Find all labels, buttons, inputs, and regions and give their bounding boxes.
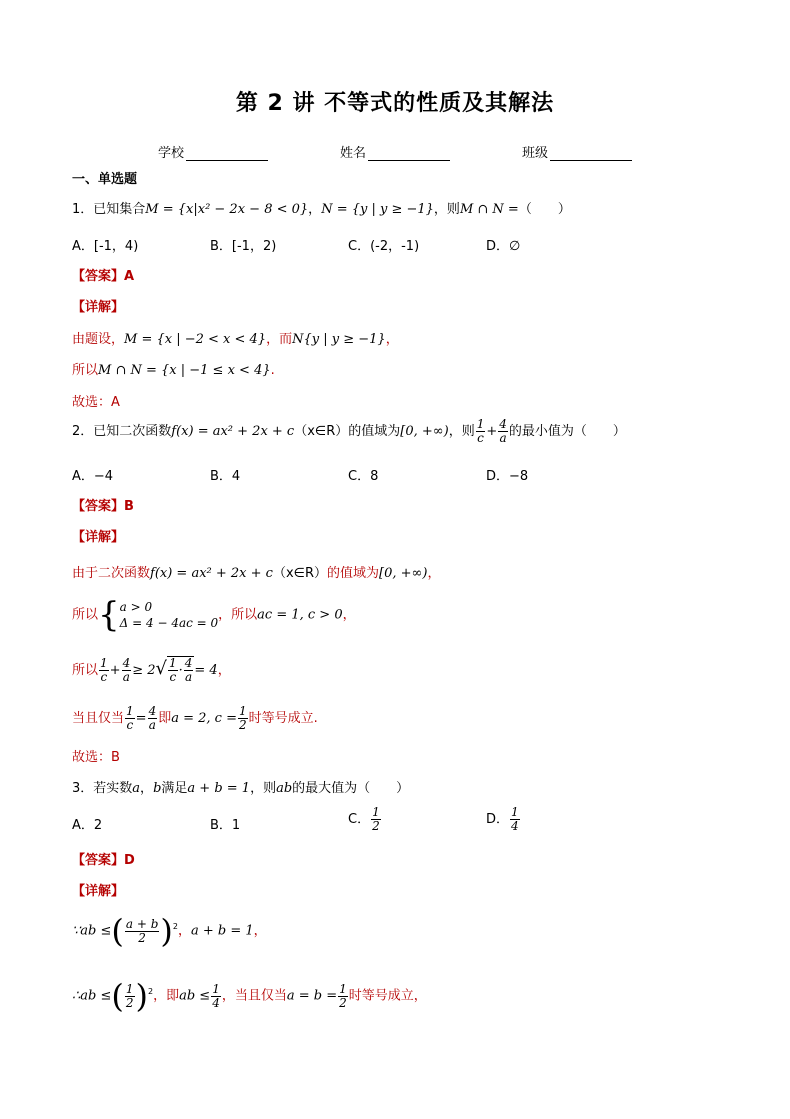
q2-stem bbox=[72, 418, 626, 445]
q1-stem-suffix: （ ） bbox=[518, 202, 571, 217]
q2-option-a[interactable]: A．−4 bbox=[72, 469, 114, 484]
q2-option-d[interactable]: D．−8 bbox=[486, 469, 529, 484]
q2-sol4-b: 即 bbox=[158, 711, 172, 726]
q3-option-d-label: D． bbox=[486, 812, 510, 827]
q3-sol1-d: ， bbox=[253, 923, 267, 939]
q2-sol4-a: 当且仅当 bbox=[72, 711, 125, 726]
q2-sol3-ge: ≥ 2 bbox=[132, 663, 156, 678]
q3-sol1-b: ， bbox=[177, 923, 191, 939]
q3-sol2-b: ，即 bbox=[153, 988, 180, 1004]
q3-stem-g: ，则 bbox=[250, 781, 277, 796]
q2-sol4-d: 时等号成立. bbox=[248, 711, 318, 726]
q2-sol2-b: ，所以 bbox=[218, 607, 258, 623]
q1-option-a[interactable]: A．[-1，4) bbox=[72, 239, 139, 254]
q1-expr: M ∩ N = bbox=[459, 202, 519, 217]
section-heading: 一、单选题 bbox=[72, 172, 138, 187]
q2-sol4-c: a = 2, c = bbox=[171, 711, 237, 726]
q3-stem-i: 的最大值为（ ） bbox=[292, 781, 410, 796]
q3-solution-line2 bbox=[72, 977, 427, 1015]
q2-sol4-frac-1: $\frac{1}{c}$ bbox=[126, 704, 134, 732]
q3-option-c-frac: $\frac{1}{2}$ bbox=[372, 805, 380, 833]
q2-sol3-radicand: $\frac{1}{c}$ · $\frac{4}{a}$ bbox=[168, 656, 193, 684]
q3-sol2-f: 时等号成立， bbox=[348, 988, 427, 1004]
q2-stem-mid: 的值域为 bbox=[348, 424, 401, 439]
q3-sol2-d: ，当且仅当 bbox=[221, 988, 287, 1004]
q3-stem-h: ab bbox=[276, 781, 293, 796]
q2-sol2-d: ， bbox=[342, 607, 356, 623]
q3-answer: 【答案】D bbox=[72, 853, 135, 868]
q1-detail-heading: 【详解】 bbox=[72, 300, 125, 315]
q2-system: a > 0 Δ = 4 − 4ac = 0 bbox=[119, 600, 219, 630]
q3-sol2-e: a = b = bbox=[286, 988, 338, 1004]
q3-sol2-frac-half2: $\frac{1}{2}$ bbox=[339, 981, 347, 1010]
q2-sol1-a: 由于二次函数 bbox=[72, 566, 151, 581]
q1-sol1-d: N{y | y ≥ −1} bbox=[292, 332, 386, 347]
q1-stem bbox=[72, 198, 571, 217]
q3-stem-e: 满足 bbox=[161, 781, 188, 796]
q2-sol3-root: √ bbox=[155, 658, 167, 679]
q1-sol1-e: ， bbox=[385, 332, 399, 347]
class-label: 班级 bbox=[522, 146, 549, 161]
q3-stem-f: a + b = 1 bbox=[187, 781, 251, 796]
name-label: 姓名 bbox=[340, 146, 367, 161]
q2-option-c[interactable]: C．8 bbox=[348, 469, 379, 484]
q3-stem-a: 3．若实数 bbox=[72, 781, 133, 796]
q2-solution-line1 bbox=[72, 562, 440, 581]
q2-solution-line4 bbox=[72, 705, 318, 732]
q3-sol2-c: ab ≤ bbox=[179, 988, 211, 1004]
q2-sol1-c: （x∈R） bbox=[272, 566, 328, 581]
q3-sol2-a: ∴ab ≤ bbox=[72, 988, 112, 1004]
q1-set-n: N = {y | y ≥ −1} bbox=[321, 202, 434, 217]
q1-answer: 【答案】A bbox=[72, 269, 135, 284]
q2-sol4-frac-2: $\frac{4}{a}$ bbox=[148, 704, 157, 732]
q2-answer: 【答案】B bbox=[72, 499, 134, 514]
q3-sol2-frac-half: $\frac{1}{2}$ bbox=[125, 981, 134, 1010]
q3-sol1-frac: $\frac{a + b}{2}$ bbox=[125, 916, 159, 945]
q1-option-d[interactable]: D．∅ bbox=[486, 239, 521, 254]
q2-choose: 故选：B bbox=[72, 750, 120, 765]
q2-sol1-b: f(x) = ax² + 2x + c bbox=[150, 566, 273, 581]
q1-sol1-b: M = {x | −2 < x < 4} bbox=[124, 332, 267, 347]
q2-option-b[interactable]: B．4 bbox=[210, 469, 241, 484]
q3-sol1-a: ∵ab ≤ bbox=[72, 923, 112, 939]
q1-sol1-a: 由题设， bbox=[72, 332, 125, 347]
q3-option-c[interactable] bbox=[348, 806, 382, 833]
q2-stem-suffix: 的最小值为（ ） bbox=[508, 424, 626, 439]
q1-choose: 故选：A bbox=[72, 395, 120, 410]
q3-option-a[interactable]: A．2 bbox=[72, 818, 103, 833]
name-field[interactable] bbox=[340, 142, 450, 161]
q2-func: f(x) = ax² + 2x + c bbox=[171, 424, 295, 439]
page-title: 第 2 讲 不等式的性质及其解法 bbox=[235, 91, 555, 116]
q2-sol3-frac-2: $\frac{4}{a}$ bbox=[122, 656, 131, 684]
q1-stem-mid: ，则 bbox=[433, 202, 460, 217]
q1-sol1-c: ，而 bbox=[266, 332, 293, 347]
q2-detail-heading: 【详解】 bbox=[72, 530, 125, 545]
q1-set-m: M = {x|x² − 2x − 8 < 0} bbox=[145, 202, 309, 217]
q3-sol2-frac-quarter: $\frac{1}{4}$ bbox=[212, 981, 220, 1010]
q1-sol2-a: 所以 bbox=[72, 363, 99, 378]
q3-paren-close: ) bbox=[160, 912, 173, 950]
q2-sol4-eq: = bbox=[135, 711, 147, 726]
class-blank[interactable] bbox=[550, 146, 632, 161]
q1-option-b[interactable]: B．[-1，2) bbox=[210, 239, 277, 254]
q2-frac-1-over-c: $\frac{1}{c}$ bbox=[476, 417, 485, 445]
q3-stem-c: ， bbox=[140, 781, 154, 796]
q3-option-c-label: C． bbox=[348, 812, 371, 827]
q2-system-brace: { bbox=[98, 595, 120, 635]
q2-sol2-c: ac = 1, c > 0 bbox=[257, 607, 343, 623]
q1-sol2-b: M ∩ N = {x | −1 ≤ x < 4} bbox=[98, 363, 271, 378]
q3-sol1-c: a + b = 1 bbox=[190, 923, 254, 939]
q3-stem-b: a bbox=[132, 781, 141, 796]
q3-solution-line1 bbox=[72, 912, 267, 950]
q2-sol3-frac-1: $\frac{1}{c}$ bbox=[100, 656, 108, 684]
q2-sol1-d: 的值域为 bbox=[327, 566, 380, 581]
q2-solution-line3 bbox=[72, 656, 231, 684]
q2-plus: + bbox=[486, 424, 498, 439]
q2-solution-line2 bbox=[72, 595, 356, 635]
q2-sol3-end: ， bbox=[217, 663, 231, 678]
q2-sol1-e: [0, +∞) bbox=[379, 566, 428, 581]
q2-sol3-plus: + bbox=[109, 663, 121, 678]
q2-stem-prefix: 2．已知二次函数 bbox=[72, 424, 172, 439]
q3-sol1-square: 2 bbox=[172, 922, 178, 932]
q3-paren2-close: ) bbox=[135, 977, 148, 1015]
q2-range: [0, +∞) bbox=[400, 424, 449, 439]
q3-paren2-open: ( bbox=[111, 977, 124, 1015]
school-label: 学校 bbox=[158, 146, 185, 161]
q2-frac-4-over-a: $\frac{4}{a}$ bbox=[499, 417, 507, 445]
school-blank[interactable] bbox=[186, 146, 268, 161]
q2-sol2-a: 所以 bbox=[72, 607, 99, 623]
q3-stem bbox=[72, 777, 409, 796]
q3-option-d-frac: $\frac{1}{4}$ bbox=[511, 805, 519, 833]
q1-option-c[interactable]: C．(-2，-1) bbox=[348, 239, 420, 254]
q2-stem-then: ，则 bbox=[448, 424, 475, 439]
student-info-fields bbox=[0, 142, 790, 162]
q2-cond: （x∈R） bbox=[294, 424, 349, 439]
q3-sol2-square: 2 bbox=[147, 987, 154, 997]
q3-option-b[interactable]: B．1 bbox=[210, 818, 241, 833]
q1-sol2-c: . bbox=[270, 363, 275, 378]
q3-option-d[interactable] bbox=[486, 806, 521, 833]
q1-solution-line1 bbox=[72, 328, 399, 347]
q1-sep: ， bbox=[308, 202, 322, 217]
q2-sol4-half: $\frac{1}{2}$ bbox=[238, 704, 247, 732]
q1-solution-line2 bbox=[72, 359, 275, 378]
q2-sol3-a: 所以 bbox=[72, 663, 99, 678]
q3-detail-heading: 【详解】 bbox=[72, 884, 125, 899]
q3-stem-d: b bbox=[153, 781, 162, 796]
q1-stem-prefix: 1．已知集合 bbox=[72, 202, 146, 217]
q2-sol3-eq: = 4 bbox=[194, 663, 218, 678]
name-blank[interactable] bbox=[368, 146, 450, 161]
q2-sol1-f: ， bbox=[427, 566, 441, 581]
class-field[interactable] bbox=[522, 142, 632, 161]
school-field[interactable] bbox=[158, 142, 268, 161]
q3-paren-open: ( bbox=[111, 912, 124, 950]
